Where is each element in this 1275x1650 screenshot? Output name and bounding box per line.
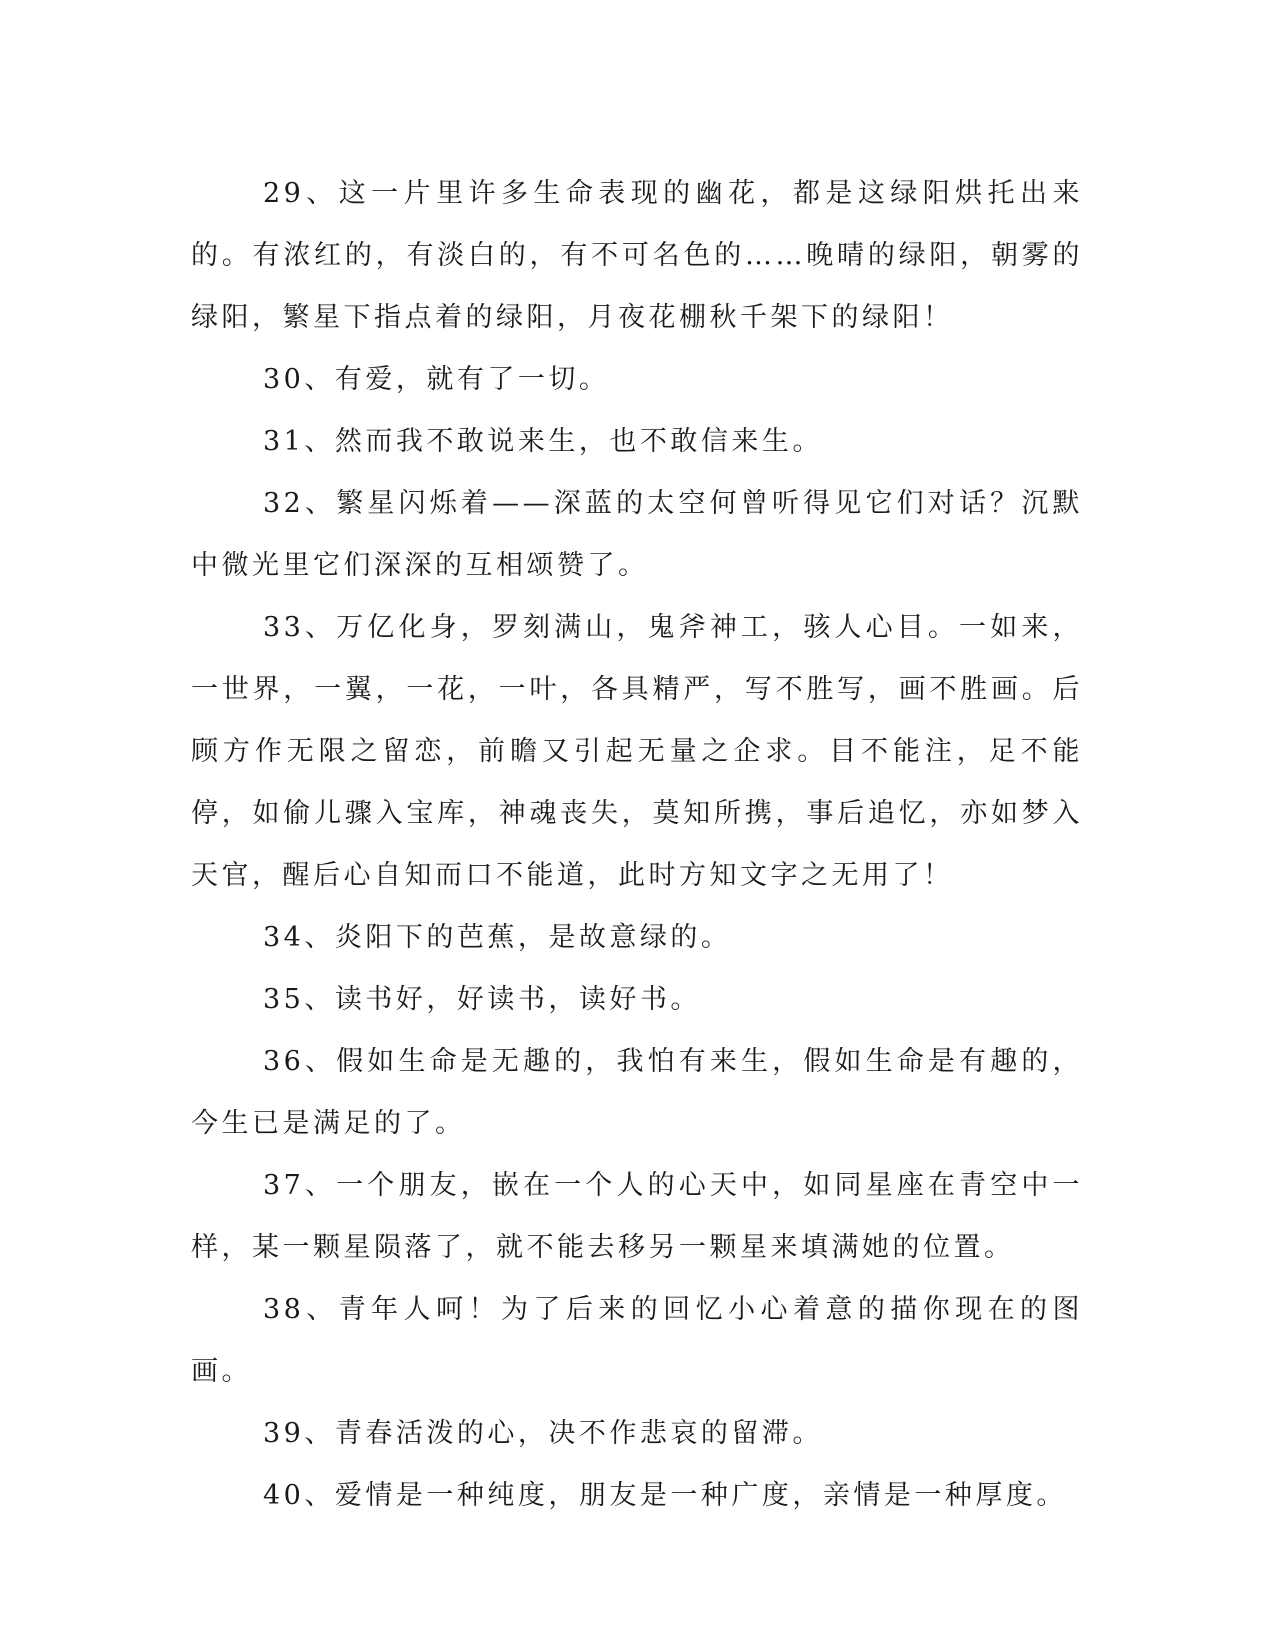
paragraph-37: 37、一个朋友，嵌在一个人的心天中，如同星座在青空中一样，某一颗星陨落了，就不能去移另一颗星来填满她的位置。 [191, 1170, 1083, 1263]
paragraph-34: 34、炎阳下的芭蕉，是故意绿的。 [263, 922, 732, 953]
paragraph-39: 39、青春活泼的心，决不作悲哀的留滞。 [263, 1418, 823, 1449]
paragraph-40: 40、爱情是一种纯度，朋友是一种广度，亲情是一种厚度。 [263, 1480, 1067, 1511]
paragraph-32: 32、繁星闪烁着——深蓝的太空何曾听得见它们对话？沉默中微光里它们深深的互相颂赞了。 [191, 488, 1083, 581]
document-body [191, 163, 1083, 1527]
paragraph-38: 38、青年人呵！为了后来的回忆小心着意的描你现在的图画。 [191, 1294, 1083, 1387]
paragraph-33: 33、万亿化身，罗刻满山，鬼斧神工，骇人心目。一如来，一世界，一翼，一花，一叶，各具精严，写不胜写，画不胜画。后顾方作无限之留恋，前瞻又引起无量之企求。目不能注，足不能停，如偷儿骤入宝库，神魂丧失，莫知所携，事后追忆，亦如梦入天官，醒后心自知而口不能道，此时方知文字之无用了！ [191, 612, 1083, 891]
paragraph-35: 35、读书好，好读书，读好书。 [263, 984, 701, 1015]
paragraph-36: 36、假如生命是无趣的，我怕有来生，假如生命是有趣的，今生已是满足的了。 [191, 1046, 1083, 1139]
paragraph-29: 29、这一片里许多生命表现的幽花，都是这绿阳烘托出来的。有浓红的，有淡白的，有不可名色的……晚晴的绿阳，朝雾的绿阳，繁星下指点着的绿阳，月夜花棚秋千架下的绿阳！ [191, 178, 1083, 333]
paragraph-30: 30、有爱，就有了一切。 [263, 364, 610, 395]
paragraph-31: 31、然而我不敢说来生，也不敢信来生。 [263, 426, 823, 457]
